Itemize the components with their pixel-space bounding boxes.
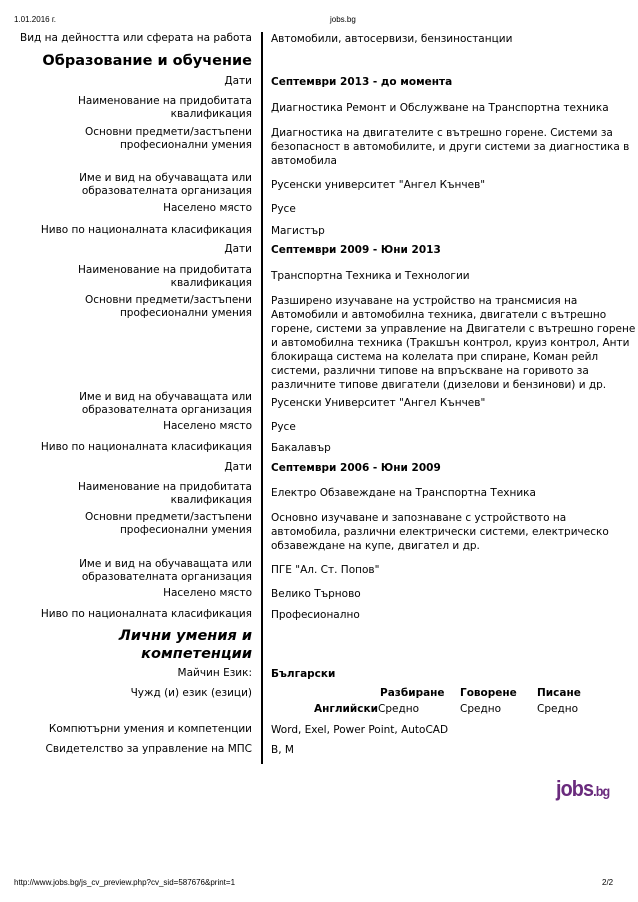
print-url: http://www.jobs.bg/js_cv_preview.php?cv_sid=587676&print=1 <box>14 878 236 887</box>
city-label: Населено място <box>163 587 252 599</box>
print-date: 1.01.2016 г. <box>14 15 56 24</box>
subjects-value: Разширено изучаване на устройство на трансмисия на Автомобили и автомобилна техника, двигатели с вътрешно горене, системи за управление на Двигатели с вътрешно горене и автомобилна техника (Тракшън контрол, круиз контрол, Анти блокираща система на колелата при спиране, Коман рейл системи, различни типове на впръскване на горивото за различните типове двигатели (дизелови и бензинови) и др. <box>271 295 636 391</box>
subjects-label: Основни предмети/застъпени професионални умения <box>85 126 252 151</box>
computer-skills-label: Компютърни умения и компетенции <box>48 723 252 735</box>
driving-license-label: Свидетелство за управление на МПС <box>45 743 252 755</box>
lang-header-speaking: Говорене <box>460 687 517 699</box>
mother-tongue-label: Майчин Език: <box>177 667 252 679</box>
level-label: Ниво по националната класификация <box>40 441 252 453</box>
language-speaking: Средно <box>460 703 502 715</box>
print-site: jobs.bg <box>330 15 356 24</box>
lang-header-understanding: Разбиране <box>380 687 445 699</box>
city-value: Велико Търново <box>271 588 361 600</box>
skills-title: Лични умения и компетенции <box>118 628 252 662</box>
language-writing: Средно <box>537 703 579 715</box>
qualification-value: Електро Обзавеждане на Транспортна Техника <box>271 487 536 499</box>
foreign-language-label: Чужд (и) език (езици) <box>130 687 252 699</box>
subjects-label: Основни предмети/застъпени професионални умения <box>85 294 252 319</box>
organization-value: Русенски университет "Ангел Кънчев" <box>271 179 486 191</box>
qualification-value: Транспортна Техника и Технологии <box>271 270 470 282</box>
level-value: Бакалавър <box>271 442 331 454</box>
qualification-label: Наименование на придобитата квалификация <box>77 481 252 506</box>
computer-skills-value: Word, Exel, Power Point, AutoCAD <box>271 724 449 736</box>
page-number: 2/2 <box>602 878 614 887</box>
organization-value: ПГЕ "Ал. Ст. Попов" <box>271 564 380 576</box>
dates-value: Септември 2006 - Юни 2009 <box>271 462 441 474</box>
work-field-value: Автомобили, автосервизи, бензиностанции <box>271 33 513 45</box>
dates-label: Дати <box>224 243 252 255</box>
subjects-value: Диагностика на двигателите с вътрешно горене. Системи за безопасност в автомобилите, и други системи за диагностика в автомобила <box>271 127 630 167</box>
dates-value: Септември 2009 - Юни 2013 <box>271 244 441 256</box>
organization-label: Име и вид на обучаващата или образователната организация <box>79 558 252 583</box>
organization-label: Име и вид на обучаващата или образователната организация <box>79 172 252 197</box>
qualification-label: Наименование на придобитата квалификация <box>77 95 252 120</box>
city-label: Населено място <box>163 202 252 214</box>
qualification-label: Наименование на придобитата квалификация <box>77 264 252 289</box>
organization-value: Русенски Университет "Ангел Кънчев" <box>271 397 486 409</box>
city-value: Русе <box>271 203 296 215</box>
level-value: Професионално <box>271 609 360 621</box>
dates-label: Дати <box>224 75 252 87</box>
qualification-value: Диагностика Ремонт и Обслужване на Транспортна техника <box>271 102 609 114</box>
level-value: Магистър <box>271 225 325 237</box>
education-title: Образование и обучение <box>42 53 252 69</box>
language-understanding: Средно <box>378 703 420 715</box>
city-label: Населено място <box>163 420 252 432</box>
driving-license-value: B, M <box>271 744 294 756</box>
subjects-value: Основно изучаване и запознаване с устройството на автомобила, различни електрически системи, електрическо обзавеждане на купе, двигател и др. <box>271 512 609 552</box>
column-divider <box>261 32 263 764</box>
dates-value: Септември 2013 - до момента <box>271 76 453 88</box>
lang-header-writing: Писане <box>537 687 581 699</box>
city-value: Русе <box>271 421 296 433</box>
work-field-label: Вид на дейността или сферата на работа <box>20 32 252 44</box>
dates-label: Дати <box>224 461 252 473</box>
mother-tongue-value: Български <box>271 668 336 680</box>
level-label: Ниво по националната класификация <box>40 608 252 620</box>
level-label: Ниво по националната класификация <box>40 224 252 236</box>
jobs-bg-logo: jobs.bg <box>556 776 610 801</box>
subjects-label: Основни предмети/застъпени професионални умения <box>85 511 252 536</box>
language-name: Английски <box>314 703 378 715</box>
organization-label: Име и вид на обучаващата или образователната организация <box>79 391 252 416</box>
